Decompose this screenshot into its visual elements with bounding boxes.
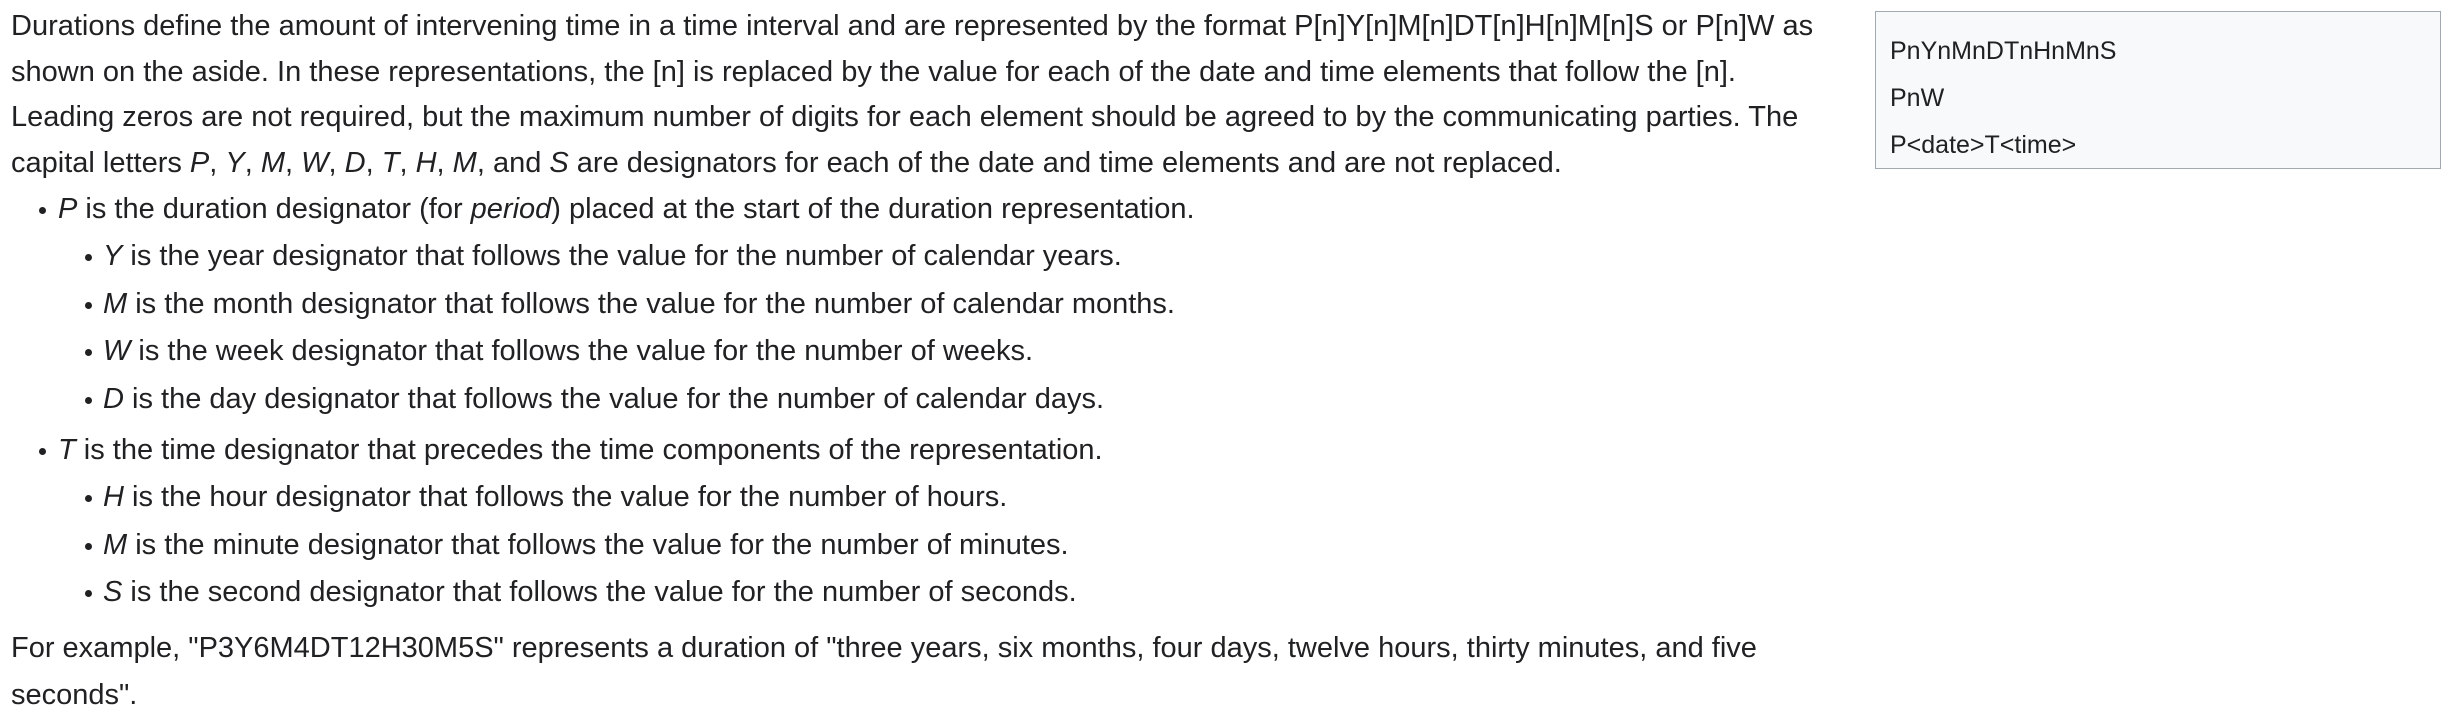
designator-letter: W <box>301 146 329 179</box>
list-item: S is the second designator that follows the value for the number of seconds. <box>58 569 1841 617</box>
designator-list <box>11 186 1841 621</box>
designator-letter: M <box>260 146 286 179</box>
format-aside-box <box>1875 11 2441 169</box>
date-designator-list <box>58 233 1841 427</box>
example-paragraph: For example, "P3Y6M4DT12H30M5S" represents a duration of "three years, six months, four days, twelve hours, thirty minutes, and five seconds". <box>11 631 1757 711</box>
designator-letter: D <box>344 146 366 179</box>
list-item: W is the week designator that follows the value for the number of weeks. <box>58 328 1841 376</box>
intro-text: Durations define the amount of intervening time in a time interval and are represented by the format P[n]Y[n]M[n]DT[n]H[n]M[n]S or P[n]W as shown on the aside. In these representations, the [n] is replaced by the value for each of the date and time elements that follow the [n]. Leading zeros are not required, but the maximum number of digits for each element should be agreed to by the communicating parties. The capital letters <box>11 10 1814 179</box>
list-item: M is the month designator that follows the value for the number of calendar months. <box>58 281 1841 329</box>
intro-paragraph: Durations define the amount of intervening time in a time interval and are represented by the format P[n]Y[n]M[n]DT[n]H[n]M[n]S or P[n]W as shown on the aside. In these representations, the [n] is replaced by the value for each of the date and time elements that follow the [n]. Leading zeros are not required, but the maximum number of digits for each element should be agreed to by the communicating parties. The capital letters P, Y, M, W, D, T, H, M, and S are designators for each of the date and time elements and are not replaced. <box>11 10 1814 179</box>
list-item: Y is the year designator that follows the value for the number of calendar years. <box>58 233 1841 281</box>
designator-letter: S <box>549 146 569 179</box>
list-item: H is the hour designator that follows the value for the number of hours. <box>58 474 1841 522</box>
designator-letter: T <box>381 146 400 179</box>
list-item: M is the minute designator that follows the value for the number of minutes. <box>58 522 1841 570</box>
aside-format-line: PnYnMnDTnHnMnS <box>1890 37 2117 65</box>
emphasis-period: period <box>470 193 552 225</box>
designator-letter: P <box>189 146 210 179</box>
designator-letter: H <box>415 146 437 179</box>
intro-text-end: are designators for each of the date and time elements and are not replaced. <box>568 146 1562 179</box>
designator-letter: M <box>452 146 477 179</box>
aside-format-line: PnW <box>1890 84 1945 112</box>
list-item-t: T is the time designator that precedes the time components of the representation. H is the hour designator that follows the value for the number of hours. M is the minute designator that follows the value for the number of minutes. S is the second designator that follows the value for the number of seconds. <box>11 427 1841 621</box>
designator-letter: Y <box>225 146 245 179</box>
article-content <box>11 4 1841 719</box>
list-item: D is the day designator that follows the value for the number of calendar days. <box>58 376 1841 424</box>
aside-format-line: P<date>T<time> <box>1890 131 2077 159</box>
list-item-p: P is the duration designator (for period) placed at the start of the duration representation. Y is the year designator that follows the value for the number of calendar years. M is the month designator that follows the value for the number of calendar months. W is the week designator that follows the value for the number of weeks. D is the day designator that follows the value for the number of calendar days. <box>11 186 1841 427</box>
time-designator-list <box>58 474 1841 621</box>
